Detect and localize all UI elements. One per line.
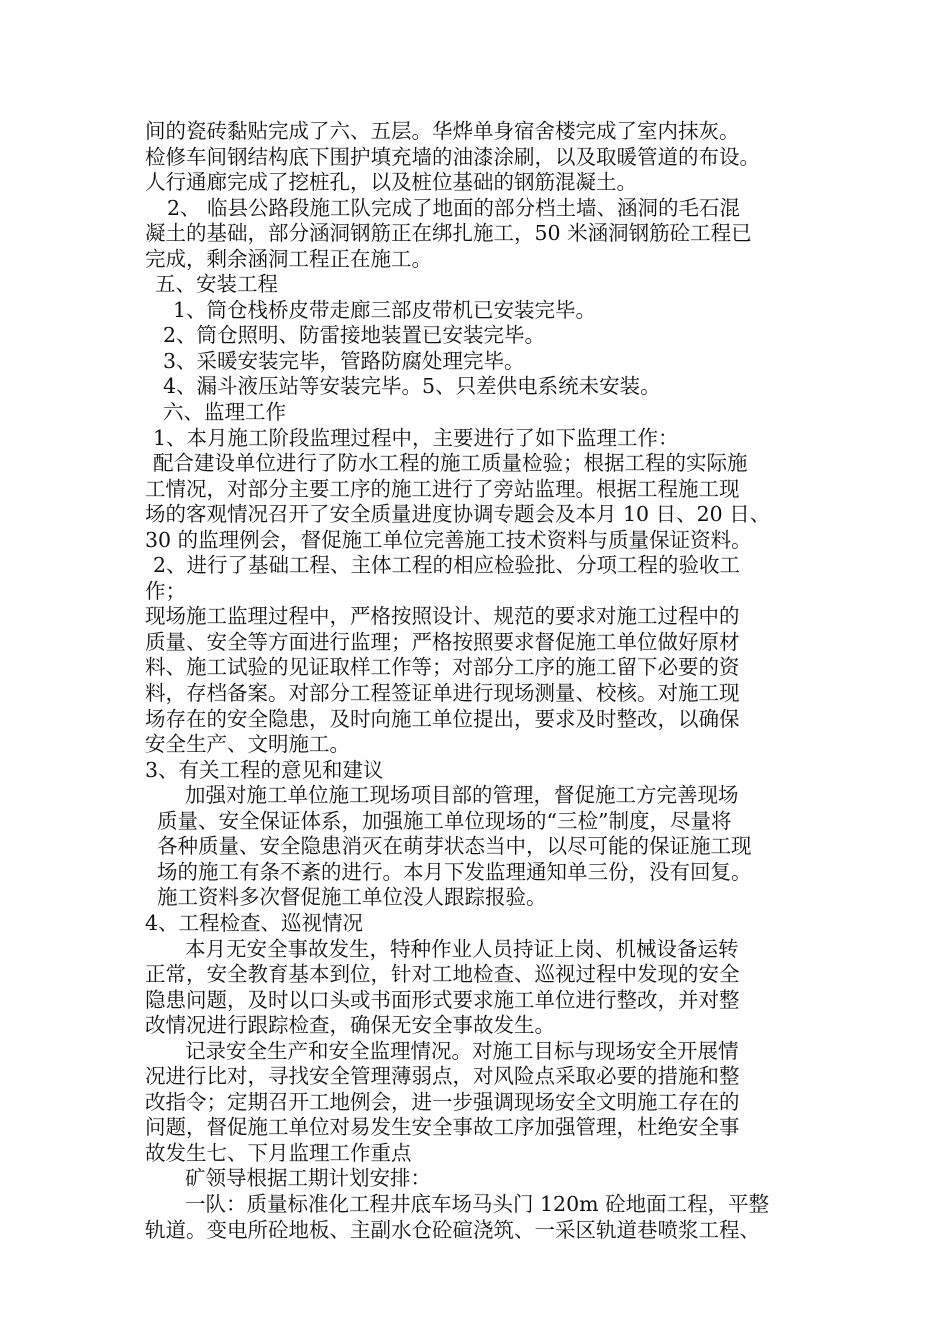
text-line: 人行通廊完成了挖桩孔，以及桩位基础的钢筋混凝土。 bbox=[145, 170, 637, 195]
subsection-heading: 3、有关工程的意见和建议 bbox=[145, 757, 384, 782]
subsection-heading: 4、工程检查、巡视情况 bbox=[145, 910, 364, 935]
text-line: 作； bbox=[145, 578, 186, 603]
text-line: 况进行比对，寻找安全管理薄弱点，对风险点采取必要的措施和整 bbox=[145, 1064, 740, 1089]
text-line: 矿领导根据工期计划安排： bbox=[185, 1166, 431, 1191]
text-line: 2、进行了基础工程、主体工程的相应检验批、分项工程的验收工 bbox=[153, 553, 741, 578]
text-line: 安全生产、文明施工。 bbox=[145, 732, 350, 757]
text-line: 记录安全生产和安全监理情况。对施工目标与现场安全开展情 bbox=[185, 1038, 739, 1063]
text-line: 30 的监理例会，督促施工单位完善施工技术资料与质量保证资料。 bbox=[145, 527, 752, 552]
text-line: 完成，剩余涵洞工程正在施工。 bbox=[145, 246, 432, 271]
text-line: 料、施工试验的见证取样工作等；对部分工序的施工留下必要的资 bbox=[145, 655, 740, 680]
document-body bbox=[145, 119, 830, 1243]
text-line: 质量、安全保证体系，加强施工单位现场的“三检”制度，尽量将 bbox=[157, 808, 732, 833]
text-line: 2、 临县公路段施工队完成了地面的部分档土墙、涵洞的毛石混 bbox=[167, 195, 741, 220]
text-line: 质量、安全等方面进行监理；严格按照要求督促施工单位做好原材 bbox=[145, 629, 740, 654]
text-line: 各种质量、安全隐患消灭在萌芽状态当中，以尽可能的保证施工现 bbox=[157, 834, 752, 859]
text-line: 本月无安全事故发生，特种作业人员持证上岗、机械设备运转 bbox=[185, 936, 739, 961]
text-line: 现场施工监理过程中，严格按照设计、规范的要求对施工过程中的 bbox=[145, 604, 740, 629]
text-line: 加强对施工单位施工现场项目部的管理，督促施工方完善现场 bbox=[185, 783, 739, 808]
text-line: 问题，督促施工单位对易发生安全事故工序加强管理，杜绝安全事 bbox=[145, 1115, 740, 1140]
text-line: 凝土的基础，部分涵洞钢筋正在绑扎施工，50 米涵洞钢筋砼工程已 bbox=[145, 221, 752, 246]
text-line: 1、本月施工阶段监理过程中，主要进行了如下监理工作： bbox=[153, 425, 679, 450]
text-line: 4、漏斗液压站等安装完毕。5、只差供电系统未安装。 bbox=[163, 374, 661, 399]
text-line: 2、筒仓照明、防雷接地装置已安装完毕。 bbox=[163, 323, 546, 348]
text-line: 改情况进行跟踪检查，确保无安全事故发生。 bbox=[145, 1013, 555, 1038]
section-heading: 五、安装工程 bbox=[155, 272, 278, 297]
text-line: 施工资料多次督促施工单位没人跟踪报验。 bbox=[157, 885, 547, 910]
text-line: 故发生七、下月监理工作重点 bbox=[145, 1140, 412, 1165]
text-line: 隐患问题，及时以口头或书面形式要求施工单位进行整改，并对整 bbox=[145, 987, 740, 1012]
section-heading: 六、监理工作 bbox=[163, 400, 286, 425]
text-line: 场的客观情况召开了安全质量进度协调专题会及本月 10 日、20 日、 bbox=[145, 502, 771, 527]
text-line: 检修车间钢结构底下围护填充墙的油漆涂刷，以及取暖管道的布设。 bbox=[145, 144, 760, 169]
text-line: 配合建设单位进行了防水工程的施工质量检验；根据工程的实际施 bbox=[153, 451, 748, 476]
text-line: 3、采暖安装完毕，管路防腐处理完毕。 bbox=[163, 348, 525, 373]
text-line: 正常，安全教育基本到位，针对工地检查、巡视过程中发现的安全 bbox=[145, 962, 740, 987]
text-line: 场的施工有条不紊的进行。本月下发监理通知单三份，没有回复。 bbox=[157, 859, 752, 884]
text-line: 料，存档备案。对部分工程签证单进行现场测量、校核。对施工现 bbox=[145, 681, 740, 706]
text-line: 1、筒仓栈桥皮带走廊三部皮带机已安装完毕。 bbox=[173, 297, 597, 322]
text-line: 间的瓷砖黏贴完成了六、五层。华烨单身宿舍楼完成了室内抹灰。 bbox=[145, 119, 740, 143]
text-line: 轨道。变电所砼地板、主副水仓砼碹浇筑、一采区轨道巷喷浆工程、 bbox=[145, 1217, 760, 1242]
text-line: 工情况，对部分主要工序的施工进行了旁站监理。根据工程施工现 bbox=[145, 476, 740, 501]
text-line: 场存在的安全隐患，及时向施工单位提出，要求及时整改，以确保 bbox=[145, 706, 740, 731]
text-line: 一队：质量标准化工程井底车场马头门 120m 砼地面工程，平整 bbox=[185, 1191, 770, 1216]
text-line: 改指令；定期召开工地例会，进一步强调现场安全文明施工存在的 bbox=[145, 1089, 740, 1114]
